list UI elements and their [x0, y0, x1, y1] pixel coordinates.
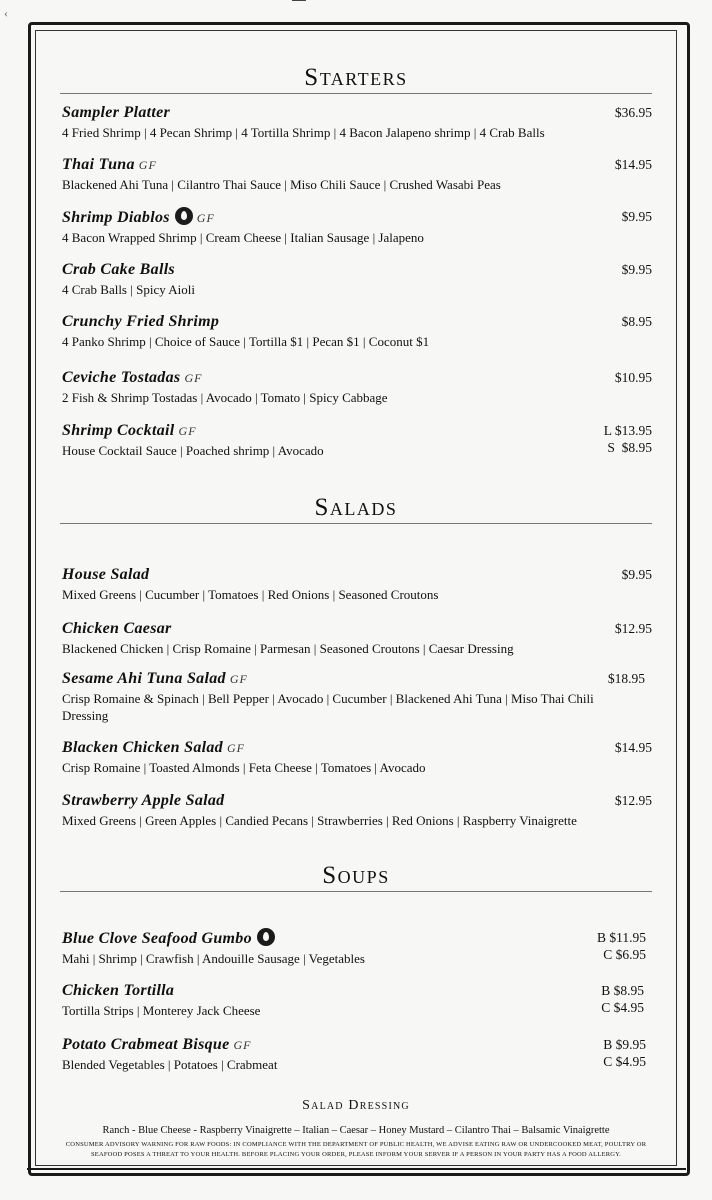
item-price: $14.95: [614, 157, 652, 172]
dressing-list: Ranch - Blue Cheese - Raspberry Vinaigrette – Italian – Caesar – Honey Mustard – Cilantro Thai – Balsamic Vinaigrette: [102, 1125, 610, 1136]
item-desc: Blackened Ahi Tuna | Cilantro Thai Sauce | Miso Chili Sauce | Crushed Wasabi Peas: [62, 177, 501, 192]
item-name: Chicken Caesar: [62, 620, 172, 637]
section-rule-salads: [60, 523, 652, 524]
item-name: Blacken Chicken Salad GF: [62, 739, 245, 756]
item-price: $18.95: [607, 671, 645, 686]
item-desc: Mixed Greens | Green Apples | Candied Pecans | Strawberries | Red Onions | Raspberry Vinaigrette: [62, 813, 577, 828]
item-desc: Blackened Chicken | Crisp Romaine | Parmesan | Seasoned Croutons | Caesar Dressing: [62, 641, 514, 656]
item-price: $12.95: [614, 621, 652, 636]
menu-item-sesame-ahi-tuna-salad: [62, 669, 652, 724]
menu-item-shrimp-diablos: [62, 207, 652, 246]
item-desc: Crisp Romaine | Toasted Almonds | Feta Cheese | Tomatoes | Avocado: [62, 760, 426, 775]
item-price: $9.95: [621, 567, 652, 582]
item-name: Shrimp Cocktail GF: [62, 422, 197, 439]
item-name: Thai Tuna GF: [62, 156, 157, 173]
spicy-flame-icon: [175, 207, 193, 225]
menu-item-chicken-tortilla: [62, 981, 652, 1019]
item-desc: Tortilla Strips | Monterey Jack Cheese: [62, 1003, 261, 1018]
item-price: $36.95: [614, 105, 652, 120]
price-cup: C $4.95: [603, 1054, 646, 1069]
item-price: $10.95: [614, 370, 652, 385]
menu-item-blue-clove-seafood-gumbo: [62, 928, 652, 967]
item-desc: Mahi | Shrimp | Crawfish | Andouille Sausage | Vegetables: [62, 951, 365, 966]
section-rule-starters: [60, 93, 652, 94]
gluten-free-tag: GF: [178, 424, 197, 438]
item-desc: House Cocktail Sauce | Poached shrimp | Avocado: [62, 443, 324, 458]
gluten-free-tag: GF: [138, 158, 157, 172]
gluten-free-tag: GF: [184, 371, 203, 385]
top-tick: [292, 0, 306, 1]
gluten-free-tag: GF: [233, 1038, 252, 1052]
gluten-free-tag: GF: [229, 672, 248, 686]
menu-item-chicken-caesar: [62, 619, 652, 657]
menu-item-house-salad: [62, 565, 652, 603]
item-price: $8.95: [621, 314, 652, 329]
dressing-title: Salad Dressing: [302, 1098, 410, 1113]
corner-mark: ‹: [4, 6, 8, 20]
item-desc: 4 Panko Shrimp | Choice of Sauce | Tortilla $1 | Pecan $1 | Coconut $1: [62, 334, 430, 349]
price-small: S $8.95: [607, 440, 652, 455]
item-name: Chicken Tortilla: [62, 982, 175, 999]
item-desc: 4 Fried Shrimp | 4 Pecan Shrimp | 4 Tortilla Shrimp | 4 Bacon Jalapeno shrimp | 4 Crab Balls: [62, 125, 545, 140]
menu-item-potato-crabmeat-bisque: [62, 1035, 652, 1073]
item-desc: 4 Bacon Wrapped Shrimp | Cream Cheese | Italian Sausage | Jalapeno: [62, 230, 424, 245]
spicy-flame-icon: [257, 928, 275, 946]
item-price: $12.95: [614, 793, 652, 808]
item-name: Crab Cake Balls: [62, 261, 175, 278]
menu-item-sampler-platter: [62, 103, 652, 141]
price-cup: C $4.95: [601, 1000, 644, 1015]
item-price: [597, 929, 646, 963]
item-desc: Crisp Romaine & Spinach | Bell Pepper | Avocado | Cucumber | Blackened Ahi Tuna | Miso Thai Chili Dressing: [62, 691, 594, 723]
item-desc: Blended Vegetables | Potatoes | Crabmeat: [62, 1057, 278, 1072]
item-name: Ceviche Tostadas GF: [62, 369, 203, 386]
item-desc: 2 Fish & Shrimp Tostadas | Avocado | Tomato | Spicy Cabbage: [62, 390, 388, 405]
price-large: L $13.95: [603, 423, 652, 438]
menu-item-shrimp-cocktail: [62, 421, 652, 459]
section-title-starters: Starters: [304, 64, 408, 91]
item-desc: 4 Crab Balls | Spicy Aioli: [62, 282, 195, 297]
item-price: [604, 422, 652, 456]
section-rule-soups: [60, 891, 652, 892]
price-bowl: B $8.95: [601, 983, 644, 998]
gluten-free-tag: GF: [196, 211, 215, 225]
item-name: Strawberry Apple Salad: [62, 792, 225, 809]
price-bowl: B $9.95: [603, 1037, 646, 1052]
gluten-free-tag: GF: [226, 741, 245, 755]
item-desc: Mixed Greens | Cucumber | Tomatoes | Red Onions | Seasoned Croutons: [62, 587, 439, 602]
item-name: Blue Clove Seafood Gumbo: [62, 928, 652, 949]
item-price: $9.95: [621, 262, 652, 277]
price-cup: C $6.95: [603, 947, 646, 962]
menu-item-thai-tuna: [62, 155, 652, 193]
price-bowl: B $11.95: [596, 930, 646, 945]
menu-item-ceviche-tostadas: [62, 368, 652, 406]
item-name: House Salad: [62, 566, 150, 583]
item-price: $14.95: [614, 740, 652, 755]
item-name: Shrimp Diablos GF: [62, 209, 215, 226]
menu-item-strawberry-apple-salad: [62, 791, 652, 829]
menu-item-crunchy-fried-shrimp: [62, 312, 652, 350]
menu-item-crab-cake-balls: [62, 260, 652, 298]
menu-item-blacken-chicken-salad: [62, 738, 652, 776]
section-title-soups: Soups: [322, 862, 390, 889]
item-price: $9.95: [621, 209, 652, 224]
consumer-advisory: CONSUMER ADVISORY WARNING FOR RAW FOODS: IN COMPLIANCE WITH THE DEPARTMENT OF PUBLIC HEALTH, WE ADVISE EATING RAW OR UNDERCOOKED MEAT, POULTRY OR SEAFOOD POSES A THREAT TO YOUR HEALTH. BEFORE PLACING YOUR ORDER, PLEASE INFORM YOUR SERVER IF A PERSON IN YOUR PARTY HAS A FOOD ALLERGY.: [65, 1141, 647, 1158]
menu-frame-edge: [27, 1168, 686, 1170]
item-price: [601, 982, 644, 1016]
section-title-salads: Salads: [314, 494, 398, 521]
item-name: Crunchy Fried Shrimp: [62, 313, 220, 330]
item-name: Potato Crabmeat Bisque GF: [62, 1036, 252, 1053]
item-name: Sesame Ahi Tuna Salad GF: [62, 670, 248, 687]
item-price: [603, 1036, 646, 1070]
item-name: Sampler Platter: [62, 104, 171, 121]
